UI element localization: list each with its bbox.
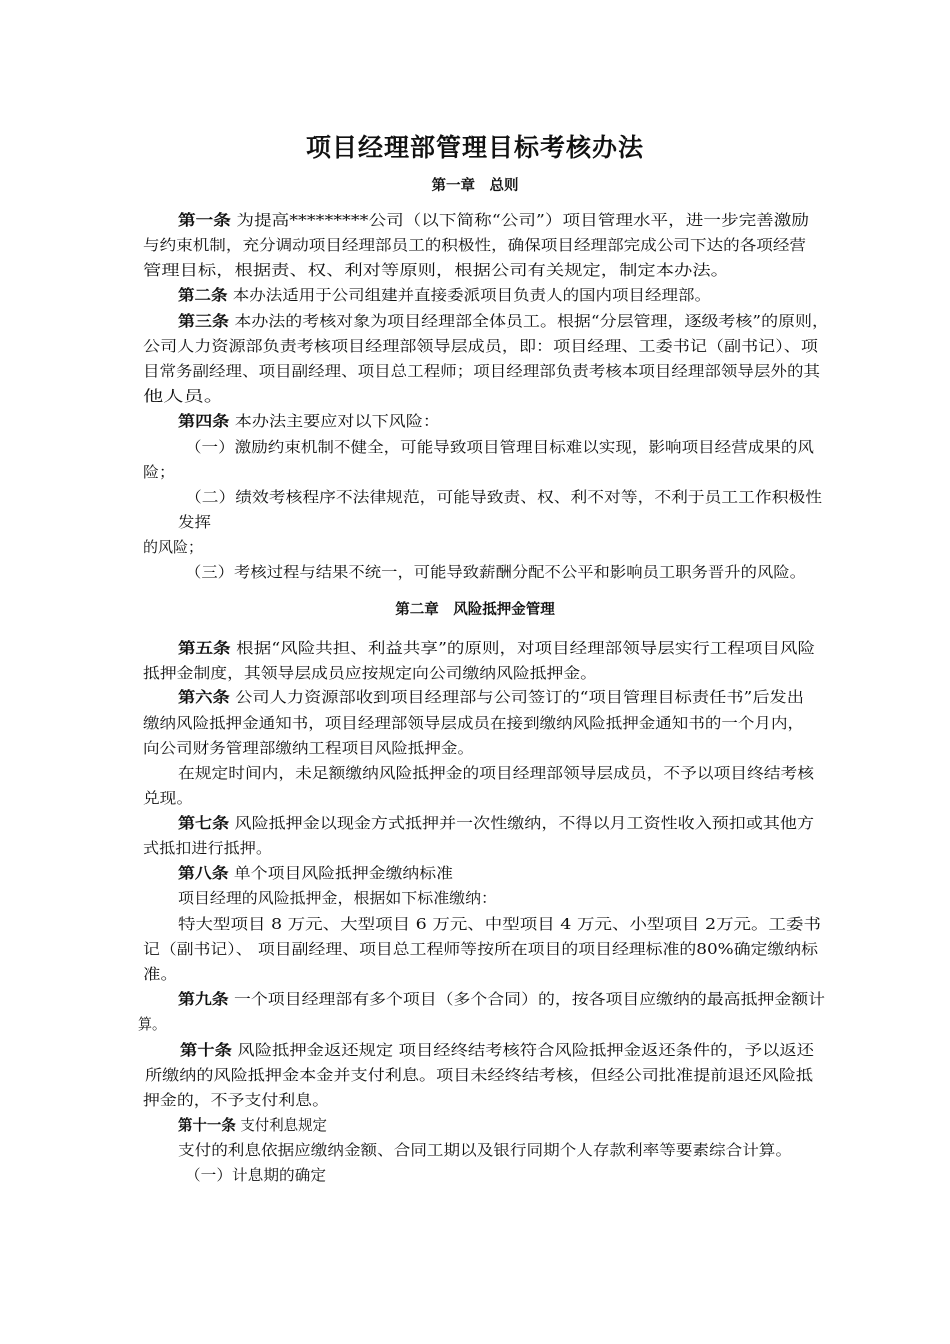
text-line xyxy=(143,738,474,758)
text-line xyxy=(178,285,711,305)
text-line xyxy=(178,763,814,783)
article-number: 第一条 xyxy=(178,211,231,229)
text-line xyxy=(178,210,809,230)
line-text: 式抵扣进行抵押。 xyxy=(143,839,272,857)
line-text: 公司人力资源部收到项目经理部与公司签订的“项目管理目标责任书”后发出 xyxy=(229,688,805,706)
text-line xyxy=(143,939,818,959)
line-text: 押金的，不予支付利息。 xyxy=(143,1091,329,1109)
line-text: 准。 xyxy=(143,965,178,983)
text-line xyxy=(178,989,825,1009)
article-number: 第五条 xyxy=(178,639,231,657)
line-text: 的风险； xyxy=(143,538,203,556)
line-text: 公司人力资源部负责考核项目经理部领导层成员，即：项目经理、工委书记（副书记）、项 xyxy=(143,337,818,355)
line-text: 抵押金制度，其领导层成员应按规定向公司缴纳风险抵押金。 xyxy=(143,664,597,682)
text-line xyxy=(178,638,815,658)
line-text: 单个项目风险抵押金缴纳标准 xyxy=(228,864,453,882)
line-text: 风险抵押金返还规定 项目经终结考核符合风险抵押金返还条件的，予以返还 xyxy=(231,1041,814,1059)
line-text: 特大型项目 8 万元、大型项目 6 万元、中型项目 4 万元、小型项目 2万元。工委书 xyxy=(178,915,821,933)
line-text: 他人员。 xyxy=(143,387,224,405)
line-text: 根据“风险共担、利益共享”的原则，对项目经理部领导层实行工程项目风险 xyxy=(230,639,815,657)
line-text: 为提高*********公司（以下简称“公司”）项目管理水平，进一步完善激励 xyxy=(230,211,809,229)
text-line xyxy=(143,1090,329,1110)
text-line xyxy=(143,386,224,406)
text-line xyxy=(178,813,814,833)
line-text: 管理目标，根据责、权、利对等原则，根据公司有关规定，制定本办法。 xyxy=(143,261,729,279)
text-line xyxy=(143,235,806,255)
line-text: （一）计息期的确定 xyxy=(185,1166,326,1184)
text-line xyxy=(178,888,497,908)
text-line xyxy=(143,336,818,356)
line-text: 本办法的考核对象为项目经理部全体员工。根据“分层管理，逐级考核”的原则， xyxy=(228,312,829,330)
article-number: 第九条 xyxy=(178,990,229,1008)
line-text: 记（副书记）、 项目副经理、项目总工程师等按所在项目的项目经理标准的80%确定缴纳标 xyxy=(143,940,818,958)
line-text: （一）激励约束机制不健全，可能导致项目管理目标难以实现，影响项目经营成果的风 xyxy=(185,438,814,456)
text-line xyxy=(178,1140,792,1160)
line-text: 本办法适用于公司组建并直接委派项目负责人的国内项目经理部。 xyxy=(227,286,711,304)
text-line xyxy=(178,687,804,707)
article-number: 第四条 xyxy=(178,412,230,430)
chapter-heading-2: 第二章 风险抵押金管理 xyxy=(395,601,555,618)
line-text: 风险抵押金以现金方式抵押并一次性缴纳，不得以月工资性收入预扣或其他方 xyxy=(229,814,814,832)
text-line xyxy=(185,1165,326,1185)
line-text: 所缴纳的风险抵押金本金并支付利息。项目未经终结考核，但经公司批准提前退还风险抵 xyxy=(145,1066,813,1084)
article-number: 第三条 xyxy=(178,312,229,330)
line-text: 发挥 xyxy=(178,513,211,531)
article-number: 第六条 xyxy=(178,688,230,706)
text-line xyxy=(145,1065,813,1085)
line-text: 在规定时间内，未足额缴纳风险抵押金的项目经理部领导层成员，不予以项目终结考核 xyxy=(178,764,814,782)
text-line xyxy=(178,411,440,431)
text-line xyxy=(178,512,211,532)
text-line xyxy=(185,562,806,582)
text-line xyxy=(143,361,820,381)
article-number: 第八条 xyxy=(178,864,229,882)
article-number: 第二条 xyxy=(178,286,228,304)
text-line xyxy=(138,1014,166,1034)
text-line xyxy=(185,437,814,457)
line-text: 目常务副经理、项目副经理、项目总工程师；项目经理部负责考核本项目经理部领导层外的其 xyxy=(143,362,820,380)
article-number: 第十条 xyxy=(180,1041,232,1059)
text-line xyxy=(178,914,821,934)
line-text: 缴纳风险抵押金通知书，项目经理部领导层成员在接到缴纳风险抵押金通知书的一个月内， xyxy=(143,714,804,732)
text-line xyxy=(143,838,272,858)
line-text: 兑现。 xyxy=(143,789,193,807)
text-line xyxy=(143,537,203,557)
article-number: 第七条 xyxy=(178,814,230,832)
text-line xyxy=(180,1040,814,1060)
line-text: 险； xyxy=(143,463,175,481)
text-line xyxy=(178,863,453,883)
text-line xyxy=(143,788,193,808)
document-title: 项目经理部管理目标考核办法 xyxy=(305,133,644,162)
line-text: 项目经理的风险抵押金，根据如下标准缴纳： xyxy=(178,889,497,907)
text-line xyxy=(178,1115,327,1135)
text-line xyxy=(143,964,178,984)
line-text: （二）绩效考核程序不法律规范，可能导致责、权、利不对等，不利于员工工作积极性 xyxy=(185,488,822,506)
line-text: 支付的利息依据应缴纳金额、合同工期以及银行同期个人存款利率等要素综合计算。 xyxy=(178,1141,792,1159)
text-line xyxy=(185,487,822,507)
text-line xyxy=(143,260,729,280)
line-text: 向公司财务管理部缴纳工程项目风险抵押金。 xyxy=(143,739,474,757)
line-text: 一个项目经理部有多个项目（多个合同）的，按各项目应缴纳的最高抵押金额计 xyxy=(228,990,825,1008)
text-line xyxy=(178,311,829,331)
article-number: 第十一条 xyxy=(178,1116,236,1134)
line-text: （三）考核过程与结果不统一，可能导致薪酬分配不公平和影响员工职务晋升的风险。 xyxy=(185,563,806,581)
line-text: 支付利息规定 xyxy=(235,1116,327,1134)
text-line xyxy=(143,462,175,482)
chapter-heading-1: 第一章 总则 xyxy=(431,177,519,194)
line-text: 与约束机制，充分调动项目经理部员工的积极性，确保项目经理部完成公司下达的各项经营 xyxy=(143,236,806,254)
line-text: 算。 xyxy=(138,1015,166,1033)
line-text: 本办法主要应对以下风险： xyxy=(229,412,440,430)
text-line xyxy=(143,663,597,683)
text-line xyxy=(143,713,804,733)
